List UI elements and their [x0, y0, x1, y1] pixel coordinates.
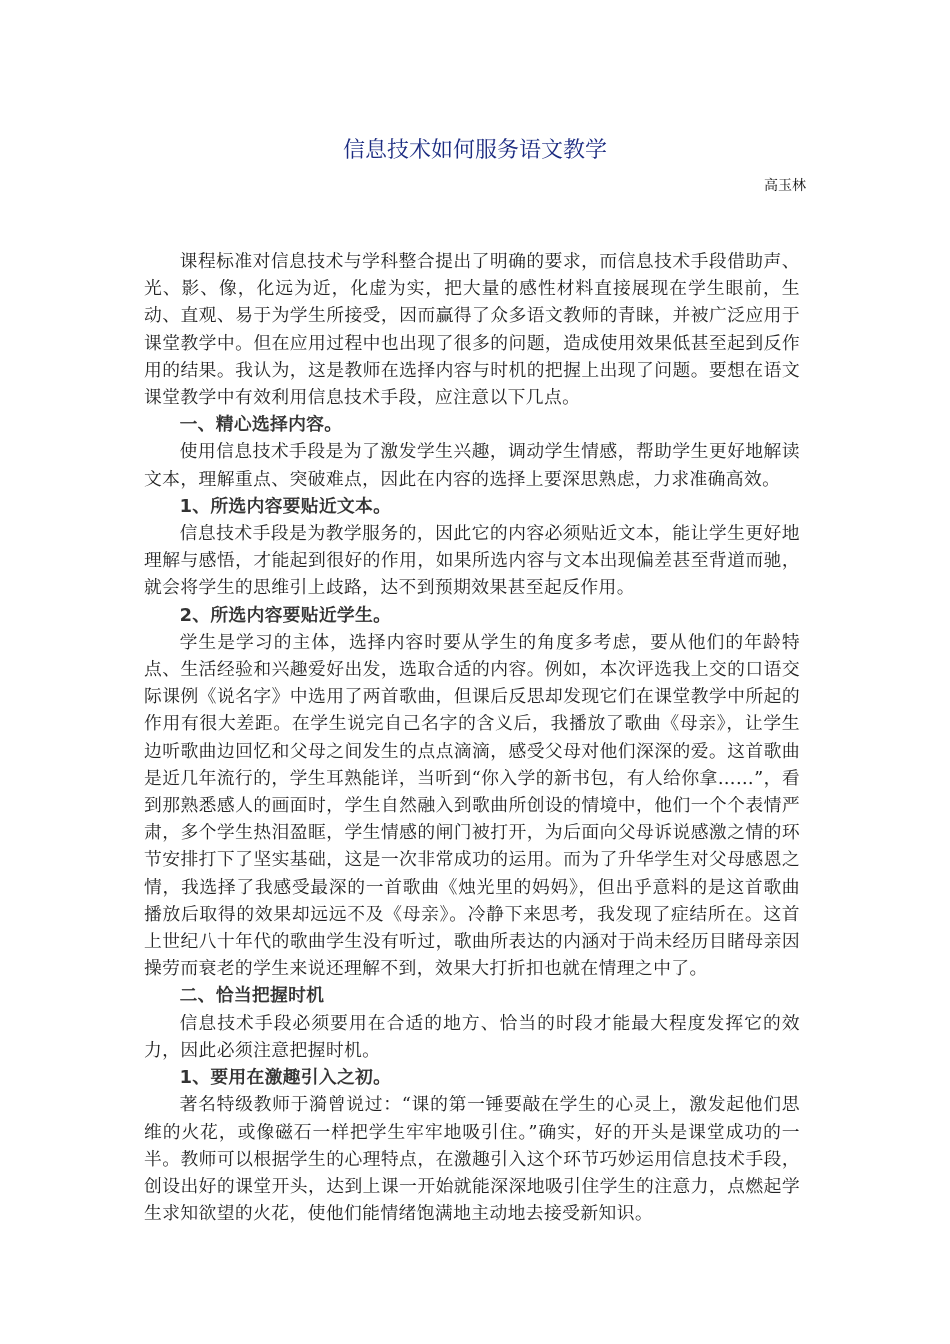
subsection-heading-1-1: 1、所选内容要贴近文本。 — [179, 495, 392, 517]
intro-paragraph: 课程标准对信息技术与学科整合提出了明确的要求，而信息技术手段借助声、光、影、像，化远为近，化虚为实，把大量的感性材料直接展现在学生眼前，生动、直观、易于为学生所接受，因而赢得了众多语文教师的青睐，并被广泛应用于课堂教学中。但在应用过程中也出现了很多的问题，造成使用效果低甚至起到反作用的结果。我认为，这是教师在选择内容与时机的把握上出现了问题。要想在语文课堂教学中有效利用信息技术手段，应注意以下几点。 — [144, 251, 800, 409]
section-1-paragraph: 使用信息技术手段是为了激发学生兴趣，调动学生情感，帮助学生更好地解读文本，理解重点、突破难点，因此在内容的选择上要深思熟虑，力求准确高效。 — [144, 441, 800, 490]
section-heading-1: 一、精心选择内容。 — [179, 414, 343, 436]
section-heading-2: 二、恰当把握时机 — [179, 985, 325, 1007]
document-body — [144, 248, 800, 1227]
subsection-heading-2-1: 1、要用在激趣引入之初。 — [179, 1067, 392, 1089]
subsection-1-1-paragraph: 信息技术手段是为教学服务的，因此它的内容必须贴近文本，能让学生更好地理解与感悟，才能起到很好的作用，如果所选内容与文本出现偏差甚至背道而驰，就会将学生的思维引上歧路，达不到预期效果甚至起反作用。 — [144, 523, 800, 599]
subsection-1-2-paragraph: 学生是学习的主体，选择内容时要从学生的角度多考虑，要从他们的年龄特点、生活经验和兴趣爱好出发，选取合适的内容。例如，本次评选我上交的口语交际课例《说名字》中选用了两首歌曲，但课后反思却发现它们在课堂教学中所起的作用有很大差距。在学生说完自己名字的含义后，我播放了歌曲《母亲》，让学生边听歌曲边回忆和父母之间发生的点点滴滴，感受父母对他们深深的爱。这首歌曲是近几年流行的，学生耳熟能详，当听到“你入学的新书包，有人给你拿……”，看到那熟悉感人的画面时，学生自然融入到歌曲所创设的情境中，他们一个个表情严肃，多个学生热泪盈眶，学生情感的闸门被打开，为后面向父母诉说感激之情的环节安排打下了坚实基础，这是一次非常成功的运用。而为了升华学生对父母感恩之情，我选择了我感受最深的一首歌曲《烛光里的妈妈》，但出乎意料的是这首歌曲播放后取得的效果却远远不及《母亲》。冷静下来思考，我发现了症结所在。这首上世纪八十年代的歌曲学生没有听过，歌曲所表达的内涵对于尚未经历目睹母亲因操劳而衰老的学生来说还理解不到，效果大打折扣也就在情理之中了。 — [144, 631, 800, 980]
document-title: 信息技术如何服务语文教学 — [342, 138, 607, 163]
section-2-paragraph: 信息技术手段必须要用在合适的地方、恰当的时段才能最大程度发挥它的效力，因此必须注意把握时机。 — [144, 1012, 800, 1061]
author-name: 高玉林 — [764, 178, 806, 194]
subsection-heading-1-2: 2、所选内容要贴近学生。 — [179, 604, 392, 626]
subsection-2-1-paragraph: 著名特级教师于漪曾说过：“课的第一锤要敲在学生的心灵上，激发起他们思维的火花，或像磁石一样把学生牢牢地吸引住。”确实，好的开头是课堂成功的一半。教师可以根据学生的心理特点，在激趣引入这个环节巧妙运用信息技术手段，创设出好的课堂开头，达到上课一开始就能深深地吸引住学生的注意力，点燃起学生求知欲望的火花，使他们能情绪饱满地主动地去接受新知识。 — [144, 1094, 800, 1225]
